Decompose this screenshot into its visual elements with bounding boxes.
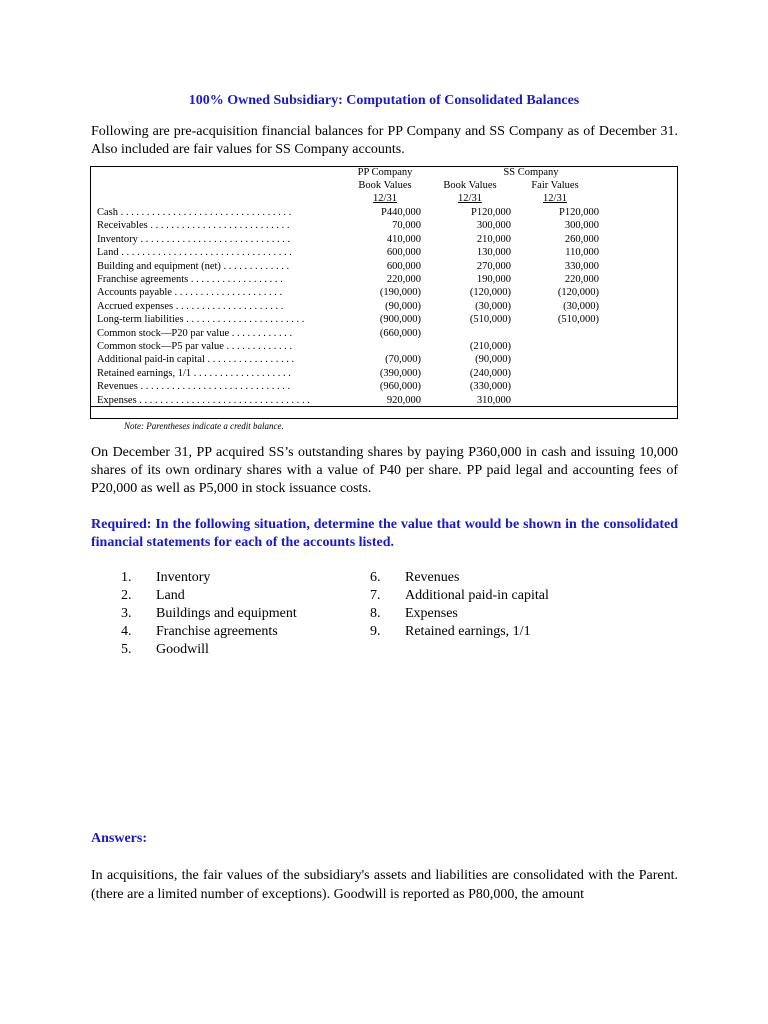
ss-book-value: 310,000 bbox=[476, 394, 511, 406]
list-item-text: Expenses bbox=[405, 606, 458, 621]
ss-book-value: (510,000) bbox=[469, 314, 511, 326]
pp-book-value: 70,000 bbox=[392, 220, 421, 232]
header-ssf-date: 12/31 bbox=[543, 193, 567, 204]
ss-book-value: (210,000) bbox=[469, 341, 511, 352]
header-ss-company: SS Company bbox=[503, 167, 559, 178]
ss-fair-value: 220,000 bbox=[564, 274, 599, 285]
row-label: Receivables . . . . . . . . . . . . . . . . . . . . . . . . . . . bbox=[97, 220, 290, 232]
list-item-text: Buildings and equipment bbox=[156, 606, 297, 621]
row-label: Franchise agreements . . . . . . . . . . . . . . . . . . bbox=[97, 274, 283, 285]
ss-book-value: 210,000 bbox=[476, 233, 511, 245]
pp-book-value: 600,000 bbox=[386, 247, 421, 259]
header-ss-fair-values: Fair Values bbox=[531, 180, 579, 191]
pp-book-value: (390,000) bbox=[379, 367, 421, 379]
list-item-text: Goodwill bbox=[156, 642, 209, 657]
ss-fair-value: 330,000 bbox=[564, 260, 599, 272]
ss-fair-value: 260,000 bbox=[564, 233, 599, 245]
header-ssb-date: 12/31 bbox=[458, 193, 482, 204]
list-item-number: 6. bbox=[370, 570, 381, 585]
page-title: 100% Owned Subsidiary: Computation of Consolidated Balances bbox=[188, 93, 580, 108]
ss-fair-value: (510,000) bbox=[557, 314, 599, 326]
table-note: Note: Parentheses indicate a credit balance. bbox=[124, 421, 284, 431]
row-label: Inventory . . . . . . . . . . . . . . . . . . . . . . . . . . . . . bbox=[97, 233, 291, 245]
intro-paragraph: Following are pre-acquisition financial balances for PP Company and SS Company as of December 31. Also included are fair values for SS Company accounts. bbox=[91, 124, 678, 157]
row-label: Building and equipment (net) . . . . . . . . . . . . . bbox=[97, 260, 290, 272]
row-label: Common stock—P5 par value . . . . . . . . . . . . . bbox=[97, 341, 293, 352]
ss-fair-value: 110,000 bbox=[565, 247, 599, 259]
list-item-number: 8. bbox=[370, 606, 381, 621]
row-label: Land . . . . . . . . . . . . . . . . . . . . . . . . . . . . . . . . . bbox=[97, 247, 292, 259]
table-divider bbox=[91, 406, 677, 407]
ss-fair-value: 300,000 bbox=[564, 220, 599, 232]
list-item-number: 4. bbox=[121, 624, 132, 639]
pp-book-value: (900,000) bbox=[379, 314, 421, 326]
header-pp-company: PP Company bbox=[357, 167, 413, 178]
pp-book-value: 600,000 bbox=[386, 260, 421, 272]
list-item-text: Revenues bbox=[405, 570, 460, 585]
list-item-text: Retained earnings, 1/1 bbox=[405, 624, 531, 639]
balances-table bbox=[90, 166, 678, 419]
list-item-text: Additional paid-in capital bbox=[405, 588, 549, 603]
row-label: Long-term liabilities . . . . . . . . . . . . . . . . . . . . . . . bbox=[97, 314, 305, 326]
answers-paragraph: In acquisitions, the fair values of the subsidiary's assets and liabilities are consolidated with the Parent. (there are a limited number of exceptions). Goodwill is reported as P80,000, the amount bbox=[91, 868, 678, 902]
acquisition-paragraph: On December 31, PP acquired SS’s outstanding shares by paying P360,000 in cash and issuing 10,000 shares of its own ordinary shares with a value of P40 per share. PP paid legal and accounting fees of P20,000 as well as P5,000 in stock issuance costs. bbox=[91, 445, 678, 496]
pp-book-value: (70,000) bbox=[385, 354, 421, 366]
ss-book-value: (90,000) bbox=[475, 354, 511, 366]
ss-fair-value: P120,000 bbox=[559, 207, 599, 218]
answers-heading: Answers: bbox=[91, 831, 147, 846]
ss-book-value: (330,000) bbox=[469, 381, 511, 393]
header-pp-book-values: Book Values bbox=[358, 180, 412, 191]
list-item-number: 2. bbox=[121, 588, 132, 603]
row-label: Cash . . . . . . . . . . . . . . . . . . . . . . . . . . . . . . . . . bbox=[97, 207, 292, 218]
list-item-text: Land bbox=[156, 588, 185, 603]
ss-book-value: P120,000 bbox=[471, 207, 511, 218]
row-label: Additional paid-in capital . . . . . . . . . . . . . . . . . bbox=[97, 354, 295, 366]
list-item-number: 3. bbox=[121, 606, 132, 621]
pp-book-value: (90,000) bbox=[385, 300, 421, 312]
row-label: Accounts payable . . . . . . . . . . . . . . . . . . . . . bbox=[97, 287, 283, 299]
list-item-number: 1. bbox=[121, 570, 132, 585]
row-label: Retained earnings, 1/1 . . . . . . . . . . . . . . . . . . . bbox=[97, 367, 291, 379]
row-label: Common stock—P20 par value . . . . . . . . . . . . bbox=[97, 327, 293, 339]
list-item-text: Inventory bbox=[156, 570, 211, 585]
pp-book-value: 410,000 bbox=[386, 233, 421, 245]
row-label: Accrued expenses . . . . . . . . . . . . . . . . . . . . . bbox=[97, 300, 284, 312]
list-item-number: 5. bbox=[121, 642, 132, 657]
pp-book-value: (190,000) bbox=[379, 287, 421, 299]
ss-fair-value: (120,000) bbox=[557, 287, 599, 299]
row-label: Revenues . . . . . . . . . . . . . . . . . . . . . . . . . . . . . bbox=[97, 381, 291, 393]
row-label: Expenses . . . . . . . . . . . . . . . . . . . . . . . . . . . . . . . . . bbox=[97, 394, 310, 406]
ss-book-value: (30,000) bbox=[475, 300, 511, 312]
pp-book-value: 920,000 bbox=[386, 394, 421, 406]
ss-book-value: 300,000 bbox=[476, 220, 511, 232]
pp-book-value: 220,000 bbox=[386, 274, 421, 285]
ss-book-value: 270,000 bbox=[476, 260, 511, 272]
list-item-number: 7. bbox=[370, 588, 381, 603]
ss-book-value: 190,000 bbox=[476, 274, 511, 285]
header-pp-date: 12/31 bbox=[373, 193, 397, 204]
ss-book-value: 130,000 bbox=[476, 247, 511, 259]
ss-book-value: (120,000) bbox=[469, 287, 511, 299]
pp-book-value: P440,000 bbox=[381, 207, 421, 218]
header-ss-book-values: Book Values bbox=[443, 180, 497, 191]
ss-fair-value: (30,000) bbox=[563, 300, 599, 312]
ss-book-value: (240,000) bbox=[469, 367, 511, 379]
pp-book-value: (960,000) bbox=[379, 381, 421, 393]
required-paragraph: Required: In the following situation, determine the value that would be shown in the consolidated financial statements for each of the accounts listed. bbox=[91, 517, 678, 550]
pp-book-value: (660,000) bbox=[379, 327, 421, 339]
list-item-text: Franchise agreements bbox=[156, 624, 278, 639]
list-item-number: 9. bbox=[370, 624, 381, 639]
